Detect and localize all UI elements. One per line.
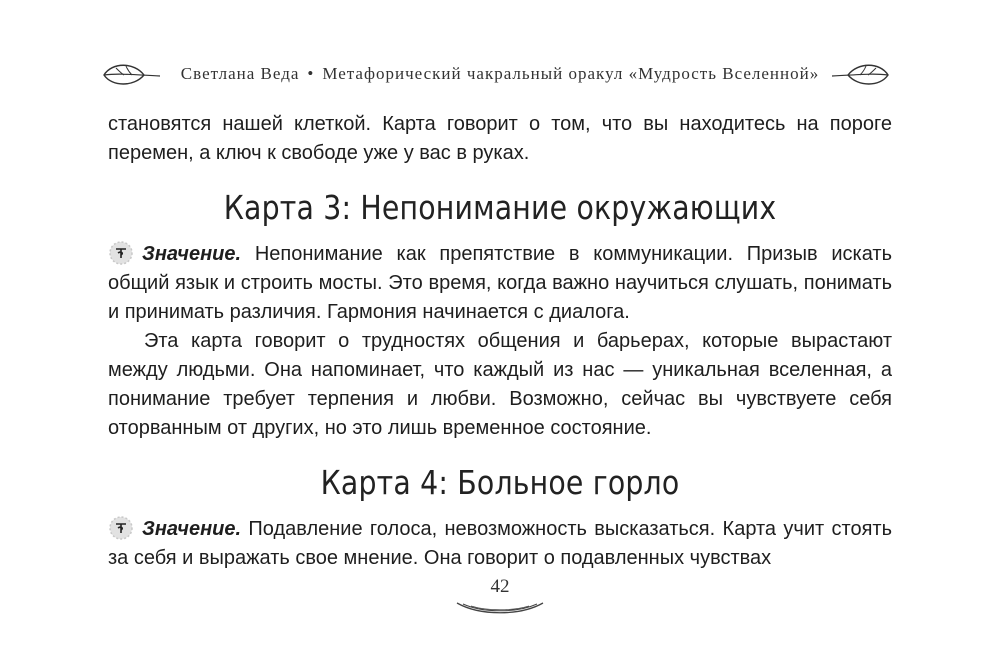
- card-4-label: Значение.: [142, 518, 242, 540]
- card-4-meaning-text: Подавление голоса, невозможность высказаться. Карта учит стоять за себя и выражать свое мнение. Она говорит о подавленных чувствах: [108, 518, 892, 569]
- page-number: 42: [490, 576, 510, 597]
- running-header: [0, 58, 1000, 92]
- card-3-meaning: [108, 240, 892, 327]
- sanskrit-symbol-icon: [108, 240, 134, 266]
- card-3-label: Значение.: [142, 243, 242, 265]
- leaf-ornament-icon: [830, 60, 892, 90]
- card-3-meaning-text: Непонимание как препятствие в коммуникации. Призыв искать общий язык и строить мосты. Это время, когда важно научиться слушать, понимать и принимать различия. Гармония начинается с диалога.: [108, 243, 893, 323]
- header-book-title: Метафорический чакральный оракул «Мудрость Вселенной»: [322, 64, 820, 83]
- card-4-meaning: [108, 515, 892, 573]
- page-content: [108, 110, 892, 573]
- sanskrit-symbol-icon: [108, 515, 134, 541]
- continuation-paragraph: становятся нашей клеткой. Карта говорит о том, что вы находитесь на пороге перемен, а ключ к свободе уже у вас в руках.: [108, 113, 892, 164]
- page-footer: [0, 576, 1000, 616]
- swash-ornament-icon: [455, 600, 545, 616]
- card-4-heading: Карта 4: Больное горло: [320, 463, 680, 502]
- card-3-paragraph: Эта карта говорит о трудностях общения и барьерах, которые вырастают между людьми. Она напоминает, что каждый из нас — уникальная вселенная, а понимание требует терпения и любви. Возможно, сейчас вы чувствуете себя оторванным от других, но это лишь временное состояние.: [108, 330, 892, 439]
- header-separator: •: [307, 64, 315, 83]
- card-3-heading: Карта 3: Непонимание окружающих: [223, 188, 777, 227]
- header-author: Светлана Веда: [180, 64, 300, 83]
